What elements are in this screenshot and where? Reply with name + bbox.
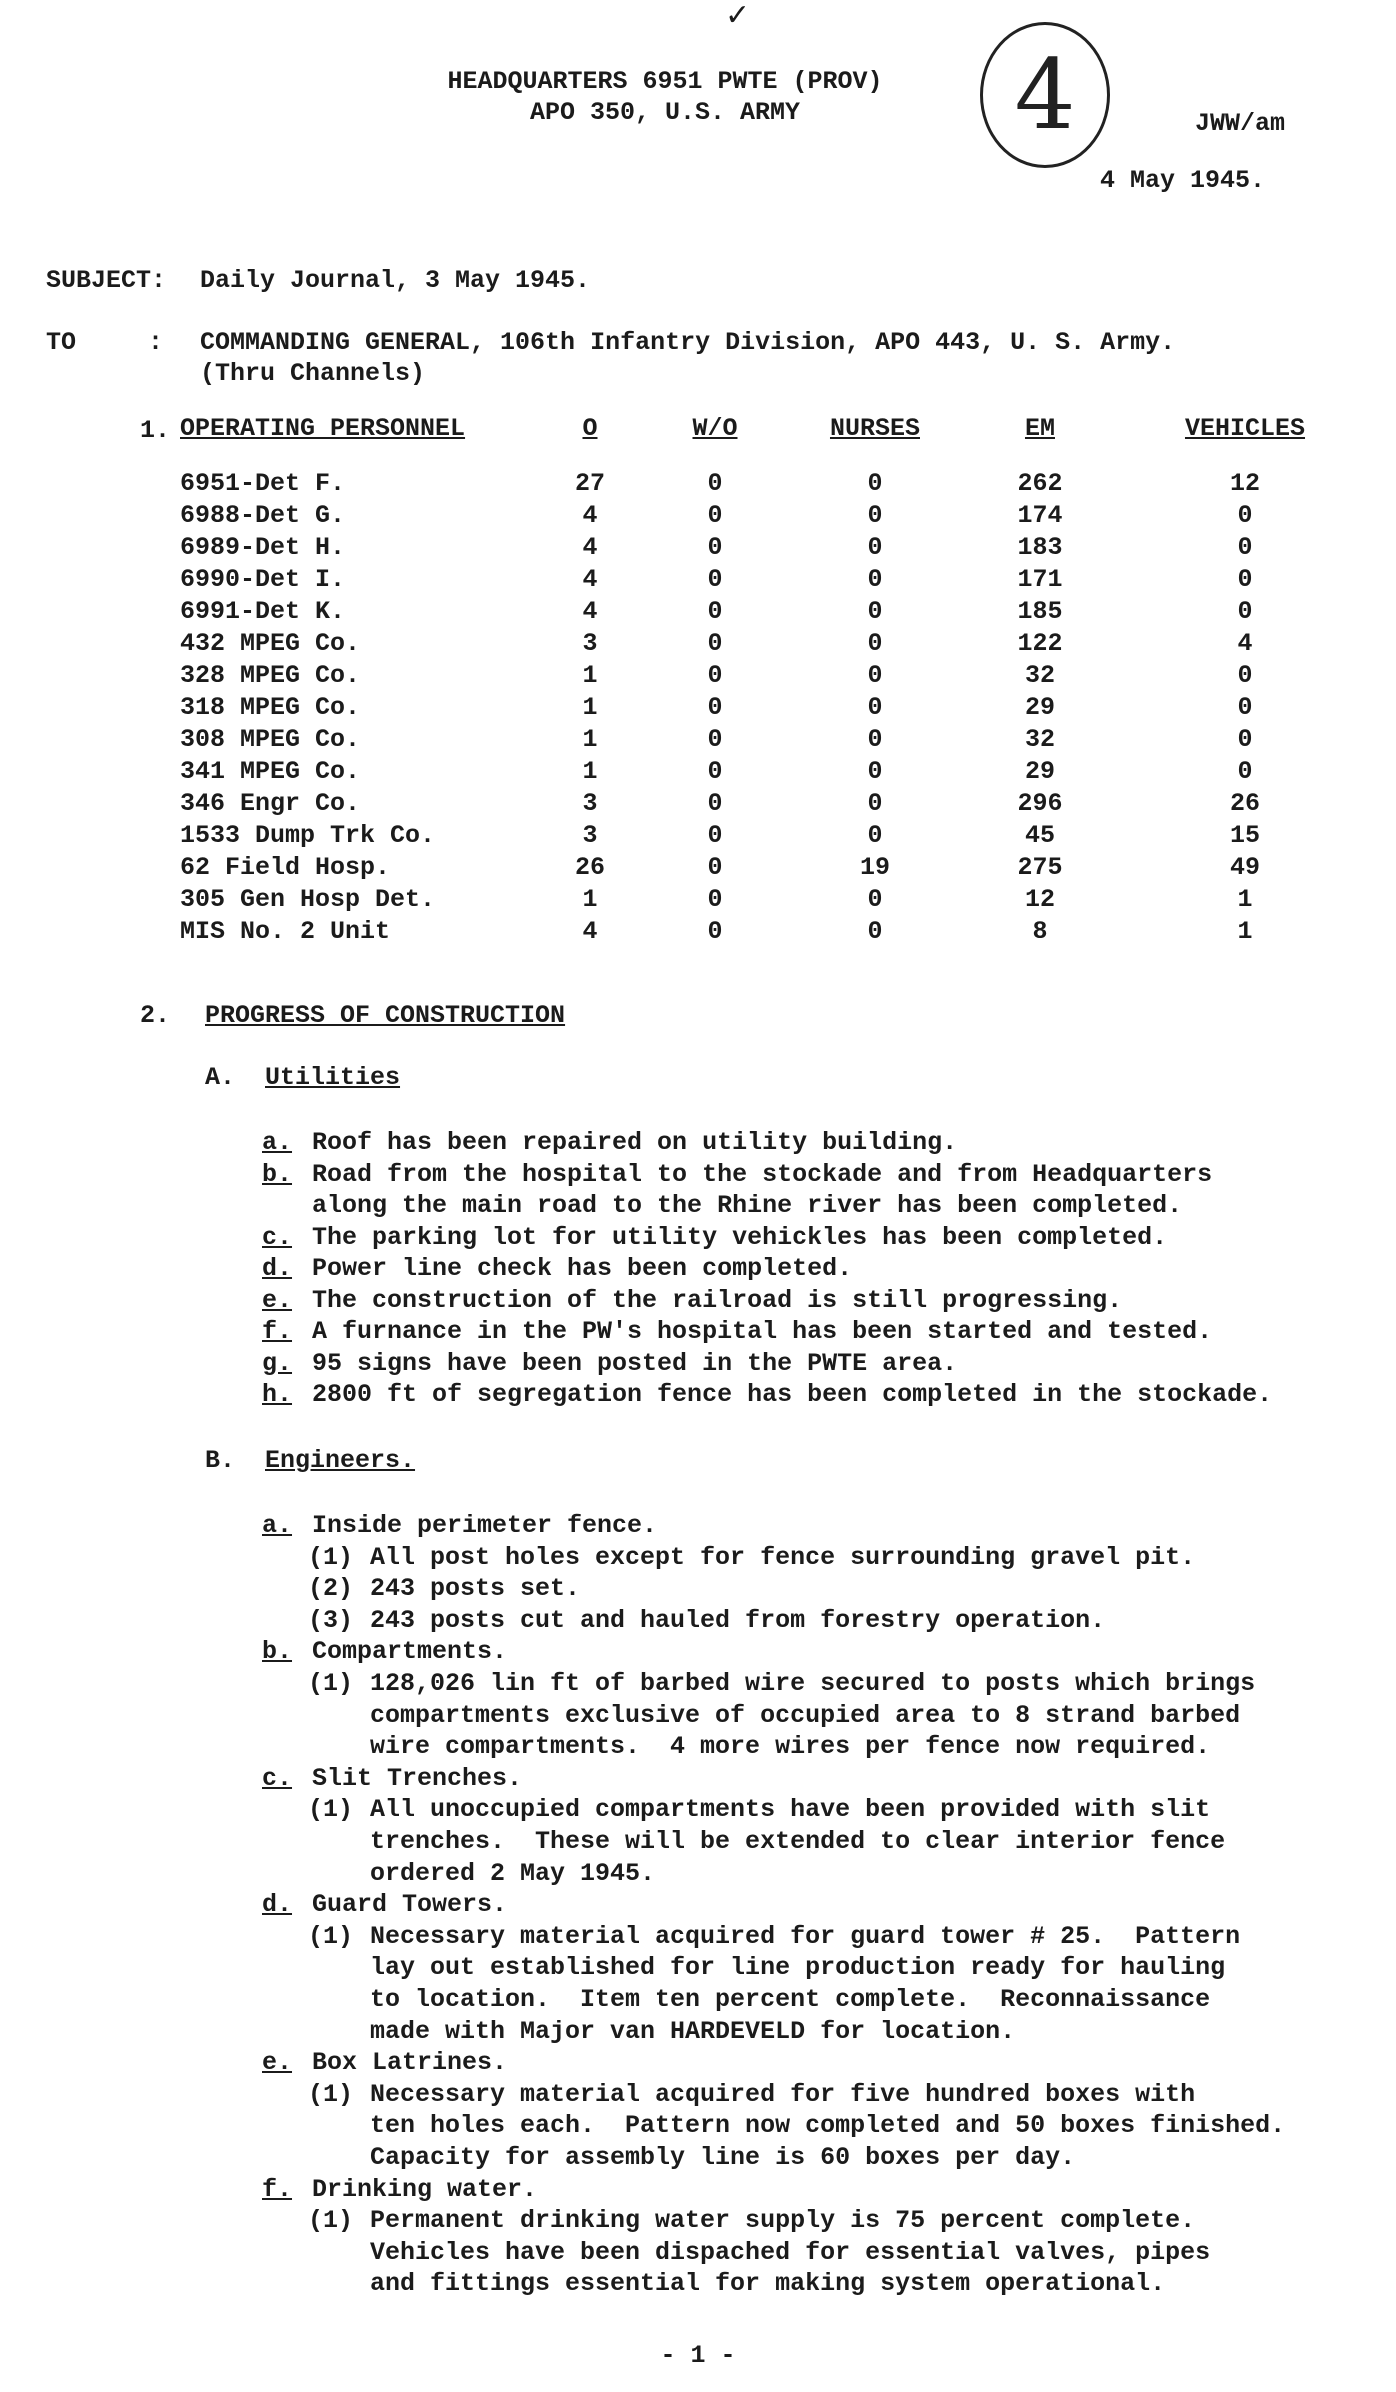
table-row <box>180 787 1370 819</box>
personnel-table <box>180 413 1370 947</box>
list-item-label: (1) <box>308 2206 354 2236</box>
table-row <box>180 851 1370 883</box>
cell-nurses: 0 <box>867 532 883 562</box>
list-item-label: a. <box>262 1128 293 1157</box>
tick-mark-icon: ✓ <box>725 0 751 33</box>
to-line-1: COMMANDING GENERAL, 106th Infantry Division, APO 443, U. S. Army. <box>200 328 1176 357</box>
cell-vehicles: 0 <box>1237 660 1253 690</box>
list-item-text: to location. Item ten percent complete. Reconnaissance <box>370 1985 1211 2014</box>
table-row <box>180 499 1370 531</box>
cell-vehicles: 0 <box>1237 532 1253 562</box>
cell-officers: 1 <box>582 692 598 722</box>
list-item-text: Drinking water. <box>312 2174 538 2204</box>
cell-enlisted-men: 174 <box>1017 500 1063 530</box>
table-row <box>180 563 1370 595</box>
table-row <box>180 595 1370 627</box>
cell-warrant-officers: 0 <box>707 660 723 690</box>
cell-vehicles: 4 <box>1237 628 1253 658</box>
cell-nurses: 0 <box>867 692 883 722</box>
header-nurses: NURSES <box>829 414 920 443</box>
to-label: TO <box>46 328 77 357</box>
list-item-text: Inside perimeter fence. <box>312 1511 658 1540</box>
list-item-label: (2) <box>308 1574 354 1604</box>
list-item-text: Guard Towers. <box>312 1890 508 1920</box>
list-item-text: ten holes each. Pattern now completed and 50 boxes finished. <box>370 2111 1286 2141</box>
table-row <box>180 659 1370 691</box>
list-item-text: Road from the hospital to the stockade and from Headquarters <box>312 1159 1213 1189</box>
cell-vehicles: 49 <box>1229 852 1260 882</box>
cell-unit: 6951-Det F. <box>180 468 346 498</box>
cell-officers: 4 <box>582 532 598 562</box>
header-operating-personnel: OPERATING PERSONNEL <box>180 414 466 443</box>
list-item-text: All post holes except for fence surrounding gravel pit. <box>370 1542 1196 1572</box>
cell-unit: 432 MPEG Co. <box>180 628 361 658</box>
list-item-label: (3) <box>308 1605 354 1635</box>
table-row <box>180 819 1370 851</box>
cell-nurses: 0 <box>867 628 883 658</box>
list-item-text: Power line check has been completed. <box>312 1254 853 1283</box>
document-date: 4 May 1945. <box>1100 166 1266 195</box>
list-item-text: 2800 ft of segregation fence has been completed in the stockade. <box>312 1380 1273 1409</box>
cell-nurses: 0 <box>867 820 883 850</box>
cell-unit: 6988-Det G. <box>180 500 346 530</box>
page-number-circle: 4 <box>980 22 1110 168</box>
cell-nurses: 0 <box>867 468 883 498</box>
cell-nurses: 0 <box>867 756 883 786</box>
subsection-a-letter: A. <box>205 1063 236 1092</box>
cell-unit: 341 MPEG Co. <box>180 756 361 786</box>
list-item-text: and fittings essential for making system operational. <box>370 2269 1166 2299</box>
list-item-text: made with Major van HARDEVELD for location. <box>370 2016 1016 2046</box>
list-item-text: Permanent drinking water supply is 75 percent complete. <box>370 2206 1196 2236</box>
list-item-label: (1) <box>308 1921 354 1951</box>
cell-warrant-officers: 0 <box>707 500 723 530</box>
subject-label: SUBJECT: <box>46 266 167 295</box>
cell-enlisted-men: 296 <box>1017 788 1063 818</box>
list-item-text: All unoccupied compartments have been provided with slit <box>370 1795 1211 1825</box>
subsection-b-title: Engineers. <box>265 1446 416 1475</box>
list-item-text: A furnance in the PW's hospital has been started and tested. <box>312 1317 1213 1346</box>
list-item-label: (1) <box>308 1542 354 1572</box>
cell-officers: 1 <box>582 724 598 754</box>
cell-warrant-officers: 0 <box>707 916 723 946</box>
list-item-text: Necessary material acquired for guard tower # 25. Pattern <box>370 1921 1241 1951</box>
cell-unit: 328 MPEG Co. <box>180 660 361 690</box>
list-item-text: 128,026 lin ft of barbed wire secured to posts which brings <box>370 1669 1256 1698</box>
cell-unit: 62 Field Hosp. <box>180 852 391 882</box>
cell-warrant-officers: 0 <box>707 596 723 626</box>
list-item-text: lay out established for line production ready for hauling <box>370 1953 1226 1983</box>
cell-nurses: 0 <box>867 500 883 530</box>
subsection-b-letter: B. <box>205 1446 236 1475</box>
cell-officers: 3 <box>582 788 598 818</box>
list-item-text: Roof has been repaired on utility building. <box>312 1128 958 1157</box>
list-item-label: (1) <box>308 1795 354 1825</box>
cell-nurses: 0 <box>867 724 883 754</box>
cell-vehicles: 1 <box>1237 884 1253 914</box>
cell-enlisted-men: 29 <box>1024 756 1055 786</box>
page-footer: - 1 - <box>660 2341 736 2370</box>
cell-vehicles: 0 <box>1237 500 1253 530</box>
list-item-text: 95 signs have been posted in the PWTE area. <box>312 1348 958 1378</box>
list-item-label: a. <box>262 1511 293 1540</box>
list-item-label: e. <box>262 1285 293 1315</box>
section-2-title: PROGRESS OF CONSTRUCTION <box>205 1001 566 1030</box>
cell-officers: 1 <box>582 884 598 914</box>
list-item-label: f. <box>262 2174 293 2204</box>
cell-officers: 3 <box>582 628 598 658</box>
cell-officers: 1 <box>582 756 598 786</box>
cell-unit: MIS No. 2 Unit <box>180 916 391 946</box>
cell-nurses: 0 <box>867 564 883 594</box>
list-item-label: (1) <box>308 2079 354 2109</box>
cell-warrant-officers: 0 <box>707 564 723 594</box>
list-item-text: Box Latrines. <box>312 2048 508 2078</box>
cell-vehicles: 26 <box>1229 788 1260 818</box>
list-item-text: along the main road to the Rhine river has been completed. <box>312 1191 1183 1220</box>
list-item-label: (1) <box>308 1669 354 1698</box>
list-item-text: Necessary material acquired for five hundred boxes with <box>370 2079 1196 2109</box>
cell-officers: 4 <box>582 500 598 530</box>
cell-nurses: 0 <box>867 916 883 946</box>
list-item-text: Capacity for assembly line is 60 boxes per day. <box>370 2143 1076 2172</box>
cell-warrant-officers: 0 <box>707 468 723 498</box>
list-item-label: c. <box>262 1763 293 1793</box>
cell-unit: 346 Engr Co. <box>180 788 361 818</box>
list-item-label: c. <box>262 1222 293 1252</box>
header-o: O <box>582 414 598 443</box>
cell-enlisted-men: 45 <box>1024 820 1055 850</box>
cell-enlisted-men: 275 <box>1017 852 1063 882</box>
cell-officers: 4 <box>582 596 598 626</box>
list-item-text: 243 posts cut and hauled from forestry operation. <box>370 1605 1106 1635</box>
cell-warrant-officers: 0 <box>707 852 723 882</box>
list-item-text: compartments exclusive of occupied area to 8 strand barbed <box>370 1700 1241 1730</box>
cell-unit: 6991-Det K. <box>180 596 346 626</box>
list-item-text: wire compartments. 4 more wires per fence now required. <box>370 1732 1211 1762</box>
list-item-text: trenches. These will be extended to clear interior fence <box>370 1827 1226 1856</box>
cell-enlisted-men: 12 <box>1024 884 1055 914</box>
cell-unit: 318 MPEG Co. <box>180 692 361 722</box>
cell-nurses: 19 <box>859 852 890 882</box>
section-2-number: 2. <box>140 1001 171 1030</box>
cell-enlisted-men: 32 <box>1024 660 1055 690</box>
to-colon: : <box>148 328 164 357</box>
cell-vehicles: 1 <box>1237 916 1253 946</box>
cell-warrant-officers: 0 <box>707 628 723 658</box>
list-item-text: ordered 2 May 1945. <box>370 1858 656 1888</box>
list-item-text: Slit Trenches. <box>312 1763 523 1793</box>
cell-vehicles: 15 <box>1229 820 1260 850</box>
cell-unit: 305 Gen Hosp Det. <box>180 884 436 914</box>
table-row <box>180 467 1370 499</box>
cell-warrant-officers: 0 <box>707 884 723 914</box>
cell-enlisted-men: 171 <box>1017 564 1063 594</box>
cell-enlisted-men: 185 <box>1017 596 1063 626</box>
letterhead-line-2: APO 350, U.S. ARMY <box>529 98 801 127</box>
cell-officers: 4 <box>582 564 598 594</box>
section-1-number: 1. <box>140 416 171 445</box>
cell-warrant-officers: 0 <box>707 788 723 818</box>
table-row <box>180 531 1370 563</box>
cell-enlisted-men: 122 <box>1017 628 1063 658</box>
cell-warrant-officers: 0 <box>707 692 723 722</box>
table-row <box>180 915 1370 947</box>
list-item-label: e. <box>262 2048 293 2078</box>
cell-vehicles: 0 <box>1237 596 1253 626</box>
list-item-label: b. <box>262 1159 293 1189</box>
cell-officers: 1 <box>582 660 598 690</box>
list-item-text: The construction of the railroad is still progressing. <box>312 1285 1123 1315</box>
cell-warrant-officers: 0 <box>707 532 723 562</box>
list-item-label: f. <box>262 1317 293 1346</box>
cell-vehicles: 0 <box>1237 564 1253 594</box>
table-row <box>180 723 1370 755</box>
cell-vehicles: 0 <box>1237 692 1253 722</box>
letterhead-line-1: HEADQUARTERS 6951 PWTE (PROV) <box>447 67 883 96</box>
cell-nurses: 0 <box>867 884 883 914</box>
cell-vehicles: 12 <box>1229 468 1260 498</box>
cell-nurses: 0 <box>867 660 883 690</box>
list-item-label: h. <box>262 1380 293 1409</box>
cell-enlisted-men: 32 <box>1024 724 1055 754</box>
list-item-text: 243 posts set. <box>370 1574 581 1604</box>
personnel-header-row <box>180 413 1370 467</box>
cell-warrant-officers: 0 <box>707 756 723 786</box>
cell-enlisted-men: 29 <box>1024 692 1055 722</box>
list-item-label: g. <box>262 1348 293 1378</box>
cell-officers: 4 <box>582 916 598 946</box>
cell-enlisted-men: 8 <box>1032 916 1048 946</box>
cell-warrant-officers: 0 <box>707 820 723 850</box>
cell-unit: 1533 Dump Trk Co. <box>180 820 436 850</box>
table-row <box>180 755 1370 787</box>
cell-nurses: 0 <box>867 596 883 626</box>
cell-nurses: 0 <box>867 788 883 818</box>
cell-unit: 308 MPEG Co. <box>180 724 361 754</box>
header-wo: W/O <box>692 414 738 443</box>
to-line-2: (Thru Channels) <box>200 359 426 388</box>
table-row <box>180 883 1370 915</box>
table-row <box>180 691 1370 723</box>
header-em: EM <box>1024 414 1055 443</box>
cell-unit: 6989-Det H. <box>180 532 346 562</box>
cell-officers: 26 <box>574 852 605 882</box>
subsection-a-title: Utilities <box>265 1063 401 1092</box>
cell-warrant-officers: 0 <box>707 724 723 754</box>
list-item-label: b. <box>262 1637 293 1667</box>
list-item-text: Compartments. <box>312 1637 508 1667</box>
list-item-label: d. <box>262 1890 293 1920</box>
cell-officers: 27 <box>574 468 605 498</box>
personnel-table-body <box>180 467 1370 947</box>
list-item-label: d. <box>262 1254 293 1283</box>
cell-officers: 3 <box>582 820 598 850</box>
cell-enlisted-men: 183 <box>1017 532 1063 562</box>
cell-unit: 6990-Det I. <box>180 564 346 594</box>
header-vehicles: VEHICLES <box>1184 414 1306 443</box>
subject-text: Daily Journal, 3 May 1945. <box>200 266 591 295</box>
table-row <box>180 627 1370 659</box>
cell-vehicles: 0 <box>1237 724 1253 754</box>
cell-enlisted-men: 262 <box>1017 468 1063 498</box>
list-item-text: Vehicles have been dispached for essential valves, pipes <box>370 2237 1211 2267</box>
initials: JWW/am <box>1195 109 1286 138</box>
list-item-text: The parking lot for utility vehickles has been completed. <box>312 1222 1168 1252</box>
cell-vehicles: 0 <box>1237 756 1253 786</box>
